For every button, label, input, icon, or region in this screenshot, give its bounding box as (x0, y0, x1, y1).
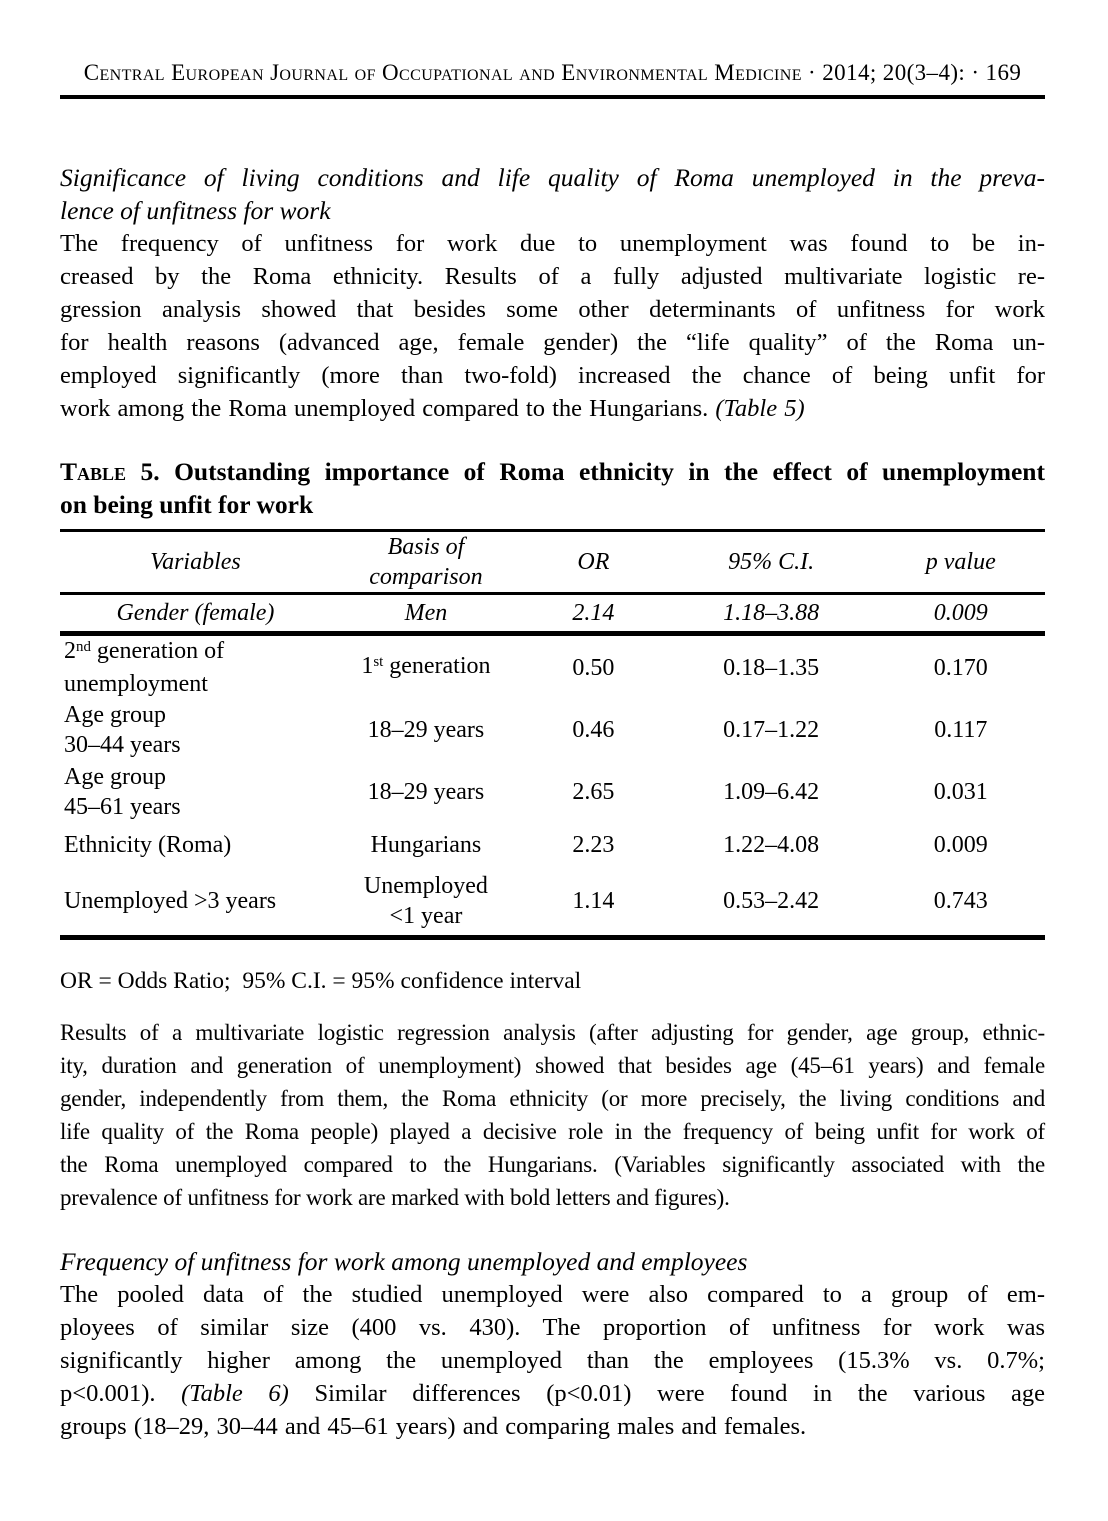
col-header-pvalue: p value (925, 549, 996, 575)
note-line: prevalence of unfitness for work are marked with bold letters and figures). (60, 1184, 730, 1210)
cell-basis: Men (404, 600, 448, 626)
paragraph-line (60, 1377, 1045, 1410)
col-header-or: OR (577, 549, 610, 575)
cell-variable (60, 699, 331, 761)
paragraph-line: The pooled data of the studied unemployed were also compared to a group of em- (60, 1280, 1045, 1308)
cell-line: unemployment (64, 671, 208, 697)
table-row-ethnicity (60, 823, 1045, 867)
note-line: life quality of the Roma people) played a decisive role in the frequency of being unfit for work of (60, 1118, 1045, 1144)
cell-line: Age group (64, 702, 166, 728)
cell-or: 2.14 (572, 600, 615, 626)
table5-title-text: Outstanding importance of Roma ethnicity in the effect of unemployment (159, 457, 1045, 486)
table-row-gender (60, 594, 1045, 634)
paragraph-line: significantly higher among the unemployed than the employees (15.3% vs. 0.7%; (60, 1346, 1045, 1374)
table5-title-line (60, 455, 1045, 488)
cell-line: 30–44 years (64, 732, 181, 758)
section-heading-significance (60, 161, 1045, 227)
table-row-generation (60, 634, 1045, 700)
note-line: the Roma unemployed compared to the Hungarians. (Variables significantly associated with the (60, 1151, 1045, 1177)
cell-line: Unemployed (363, 872, 488, 899)
heading-line: lence of unfitness for work (60, 196, 331, 225)
cell-ci: 0.18–1.35 (723, 654, 820, 681)
table5-label: Table 5. (60, 457, 160, 486)
paragraph-line: for health reasons (advanced age, female gender) the “life quality” of the Roma un- (60, 329, 1045, 356)
note-line: Results of a multivariate logistic regression analysis (after adjusting for gender, age group, ethnic- (60, 1019, 1045, 1045)
table6-reference: (Table 6) (181, 1379, 289, 1407)
cell-pvalue: 0.031 (933, 779, 988, 805)
table5-title (60, 455, 1045, 521)
cell-text: generation (383, 653, 491, 679)
cell-basis (331, 634, 521, 700)
table-row-age-45-61 (60, 761, 1045, 823)
table-header-row (60, 531, 1045, 594)
cell-text: 1 (361, 653, 374, 679)
cell-pvalue: 0.009 (933, 832, 988, 858)
cell-basis: 18–29 years (367, 717, 485, 743)
page-content (0, 58, 1108, 1443)
col-header-ci: 95% C.I. (728, 549, 815, 575)
cell-or: 2.65 (572, 779, 615, 805)
cell-ci: 1.22–4.08 (723, 832, 820, 858)
cell-variable: Unemployed >3 years (64, 887, 277, 914)
table-row-age-30-44 (60, 699, 1045, 761)
ordinal-superscript: st (373, 653, 384, 670)
cell-variable (60, 634, 331, 700)
cell-pvalue: 0.170 (933, 654, 988, 681)
cell-or: 2.23 (572, 832, 615, 858)
table5-reference: (Table 5) (715, 395, 805, 422)
cell-variable (60, 761, 331, 823)
paragraph-line: employed significantly (more than two-fold) increased the chance of being unfit for (60, 362, 1045, 389)
cell-line: <1 year (389, 902, 463, 929)
note-line: gender, independently from them, the Roma ethnicity (or more precisely, the living conditions and (60, 1085, 1045, 1111)
paragraph-line (60, 392, 1045, 425)
cell-basis: Hungarians (370, 832, 482, 858)
cell-line (64, 636, 331, 669)
cell-text: generation of (90, 638, 225, 664)
cell-text: 2 (64, 638, 76, 664)
cell-basis: 18–29 years (367, 779, 485, 805)
cell-variable: Ethnicity (Roma) (64, 832, 232, 858)
col-header-basis: Basis of comparison (369, 534, 483, 590)
cell-ci: 0.53–2.42 (723, 887, 820, 914)
cell-or: 0.46 (572, 717, 615, 743)
cell-pvalue: 0.009 (933, 600, 988, 626)
header-rule (60, 95, 1045, 99)
paragraph-line: ployees of similar size (400 vs. 430). The proportion of unfitness for work was (60, 1313, 1045, 1341)
paragraph-text: Similar differences (p<0.01) were found in the various age (288, 1379, 1045, 1407)
heading-line: Frequency of unfitness for work among unemployed and employees (60, 1246, 748, 1276)
paragraph-text: p<0.001). (60, 1379, 182, 1407)
table5-title-line: on being unfit for work (60, 490, 314, 519)
cell-line: 45–61 years (64, 794, 181, 820)
paragraph-text: work among the Roma unemployed compared to the Hungarians. (60, 395, 716, 422)
heading-line: Significance of living conditions and life quality of Roma unemployed in the preva- (60, 163, 1045, 192)
table5-note (60, 1016, 1045, 1214)
running-head: Central European Journal of Occupational and Environmental Medicine · 2014; 20(3–4): · 169 (83, 60, 1022, 85)
table-row-unemployed-duration (60, 867, 1045, 937)
paragraph-line: gression analysis showed that besides some other determinants of unfitness for work (60, 296, 1045, 323)
cell-or: 1.14 (572, 887, 615, 914)
cell-ci: 1.09–6.42 (723, 779, 820, 805)
paragraph-line: groups (18–29, 30–44 and 45–61 years) and comparing males and females. (60, 1412, 807, 1440)
paragraph-pooled-data (60, 1278, 1045, 1443)
cell-pvalue: 0.743 (933, 887, 988, 914)
cell-ci: 1.18–3.88 (723, 600, 820, 626)
table5-abbreviations: OR = Odds Ratio; 95% C.I. = 95% confidence interval (60, 967, 582, 994)
cell-ci: 0.17–1.22 (723, 717, 820, 743)
paragraph-unfitness-frequency (60, 227, 1045, 425)
ordinal-superscript: nd (76, 638, 91, 655)
note-line: ity, duration and generation of unemployment) showed that besides age (45–61 years) and female (60, 1052, 1045, 1078)
cell-pvalue: 0.117 (934, 717, 988, 743)
cell-line: Age group (64, 764, 166, 790)
results-table (60, 529, 1045, 940)
col-header-variables: Variables (150, 549, 241, 575)
cell-variable: Gender (female) (116, 600, 275, 626)
section-heading-frequency (60, 1245, 1045, 1278)
paragraph-line: The frequency of unfitness for work due to unemployment was found to be in- (60, 230, 1045, 257)
cell-basis (331, 867, 521, 937)
cell-or: 0.50 (572, 654, 615, 681)
paragraph-line: creased by the Roma ethnicity. Results of a fully adjusted multivariate logistic re- (60, 263, 1045, 290)
